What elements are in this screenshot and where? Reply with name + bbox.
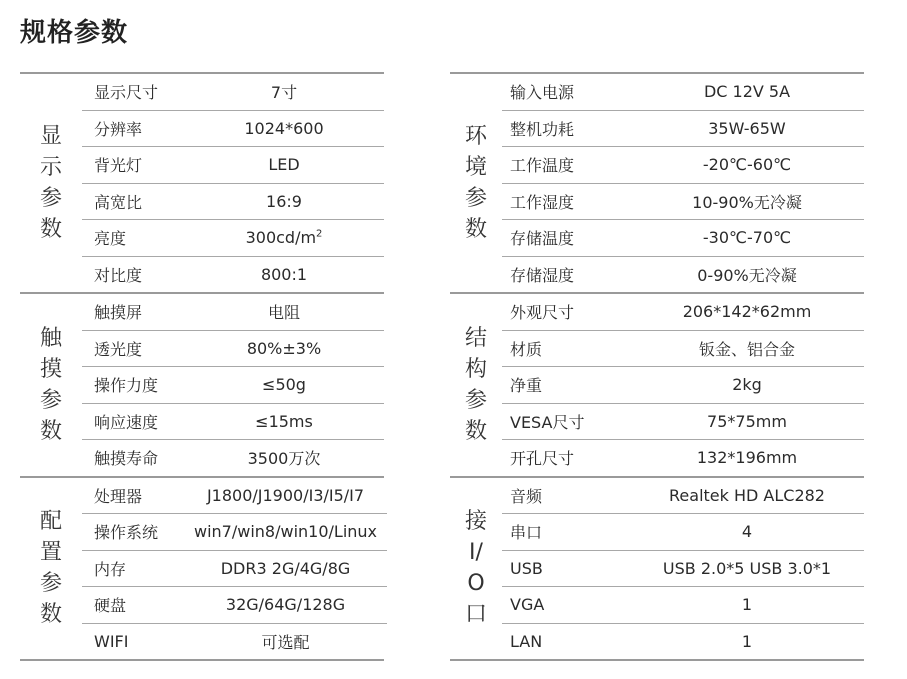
spec-name: 触摸寿命: [94, 449, 159, 469]
group-label: [450, 294, 502, 476]
spec-table-left: [20, 72, 384, 661]
spec-group: [20, 292, 384, 476]
spec-group: [450, 74, 864, 292]
spec-group: [20, 476, 384, 660]
spec-value-text: 1024*600: [244, 118, 324, 138]
spec-name: 存储温度: [510, 229, 575, 249]
spec-row: [502, 74, 864, 110]
spec-value: [640, 302, 864, 321]
spec-name: 分辨率: [94, 119, 143, 139]
spec-name: 触摸屏: [94, 303, 143, 323]
spec-name: 串口: [510, 523, 543, 543]
spec-value: [640, 263, 864, 286]
spec-value-text: 35W-65W: [708, 118, 786, 138]
group-label: [20, 74, 82, 292]
spec-value-text: 300cd/m: [245, 228, 317, 248]
group-label: [450, 478, 502, 660]
spec-value: [640, 522, 864, 541]
spec-value: [194, 595, 387, 614]
spec-name: 处理器: [94, 486, 143, 506]
spec-name: VESA尺寸: [510, 412, 585, 432]
spec-name: 外观尺寸: [510, 303, 575, 323]
spec-value-text: 16:9: [266, 191, 302, 211]
spec-value: [194, 486, 387, 505]
spec-name: 操作系统: [94, 523, 159, 543]
spec-value-text: LED: [268, 155, 300, 175]
spec-row: [82, 183, 384, 220]
spec-value: [194, 630, 387, 653]
spec-rows: [82, 294, 384, 476]
spec-value: [640, 412, 864, 431]
spec-value: [194, 300, 384, 323]
spec-value: [640, 486, 864, 505]
spec-name: 高宽比: [94, 192, 143, 212]
spec-row: [82, 478, 387, 514]
spec-group: [20, 74, 384, 292]
spec-rows: [502, 478, 864, 660]
spec-row: [82, 330, 384, 367]
spec-value-text: 7寸: [270, 83, 298, 103]
spec-name: WIFI: [94, 631, 129, 651]
spec-value-text: 3500万次: [247, 449, 321, 469]
spec-name: 对比度: [94, 265, 143, 285]
spec-table-right: [450, 72, 864, 661]
spec-value-text: 0-90%无冷凝: [697, 265, 797, 285]
spec-value-text: ≤15ms: [255, 411, 313, 431]
spec-value-text: 32G/64G/128G: [225, 595, 346, 615]
spec-name: 透光度: [94, 339, 143, 359]
spec-row: [502, 256, 864, 293]
spec-row: [502, 403, 864, 440]
spec-name: VGA: [510, 595, 545, 615]
spec-row: [502, 294, 864, 330]
spec-value-text: USB 2.0*5 USB 3.0*1: [662, 558, 832, 578]
spec-row: [82, 513, 387, 550]
spec-value: [194, 119, 384, 138]
spec-row: [502, 623, 864, 660]
spec-row: [82, 146, 384, 183]
spec-value: [640, 595, 864, 614]
spec-row: [502, 513, 864, 550]
spec-row: [502, 219, 864, 256]
spec-value: [640, 337, 864, 360]
spec-row: [82, 294, 384, 330]
spec-row: [502, 146, 864, 183]
spec-value-text: 206*142*62mm: [682, 302, 812, 322]
spec-value: [640, 190, 864, 213]
spec-name: 开孔尺寸: [510, 449, 575, 469]
group-label-text: 结构参数: [464, 325, 487, 444]
spec-value-text: 1: [741, 631, 753, 651]
spec-name: 材质: [510, 339, 543, 359]
spec-value-text: -30℃-70℃: [702, 228, 792, 248]
spec-name: 响应速度: [94, 412, 159, 432]
spec-name: 操作力度: [94, 376, 159, 396]
spec-value: [194, 265, 384, 284]
spec-name: 音频: [510, 486, 543, 506]
spec-row: [82, 219, 384, 256]
group-label-text: 配置参数: [39, 509, 62, 628]
spec-value-text: ≤50g: [262, 375, 306, 395]
spec-name: 内存: [94, 559, 127, 579]
spec-value: [194, 155, 384, 174]
spec-row: [82, 439, 384, 476]
spec-value-text: 80%±3%: [246, 338, 322, 358]
spec-row: [502, 110, 864, 147]
spec-value-text: 132*196mm: [696, 448, 798, 468]
spec-value: [640, 559, 864, 578]
spec-value: [194, 228, 384, 247]
spec-name: LAN: [510, 631, 543, 651]
spec-name: 工作湿度: [510, 192, 575, 212]
spec-value: [194, 80, 384, 103]
spec-name: 硬盘: [94, 596, 127, 616]
spec-name: USB: [510, 558, 543, 578]
spec-row: [82, 550, 387, 587]
spec-value: [640, 228, 864, 247]
spec-value-text: Realtek HD ALC282: [669, 485, 825, 505]
group-label-text: 触摸参数: [39, 325, 62, 444]
spec-row: [502, 550, 864, 587]
spec-value: [640, 632, 864, 651]
spec-row: [82, 586, 387, 623]
spec-value-text: 10-90%无冷凝: [692, 192, 802, 212]
spec-name: 净重: [510, 376, 543, 396]
spec-value-text: DDR3 2G/4G/8G: [220, 558, 351, 578]
spec-rows: [502, 294, 864, 476]
spec-value-superscript: 2: [316, 228, 323, 240]
spec-value: [194, 522, 387, 541]
spec-name: 输入电源: [510, 83, 575, 103]
spec-value: [194, 412, 384, 431]
spec-value-text: 可选配: [261, 632, 310, 652]
spec-row: [502, 439, 864, 476]
spec-value: [194, 339, 384, 358]
spec-value: [640, 448, 864, 467]
group-label-text: 接I/O口: [464, 509, 487, 628]
spec-value: [194, 446, 384, 469]
group-label: [450, 74, 502, 292]
group-label: [20, 294, 82, 476]
spec-value-text: 800:1: [260, 264, 308, 284]
spec-name: 显示尺寸: [94, 83, 159, 103]
spec-value-text: 1: [741, 595, 753, 615]
spec-value: [640, 155, 864, 174]
spec-value: [640, 119, 864, 138]
spec-rows: [82, 478, 387, 660]
spec-value-text: J1800/J1900/I3/I5/I7: [206, 485, 365, 505]
spec-row: [502, 586, 864, 623]
spec-value-text: 电阻: [267, 303, 300, 323]
spec-name: 亮度: [94, 229, 127, 249]
spec-rows: [502, 74, 864, 292]
spec-name: 背光灯: [94, 156, 143, 176]
spec-row: [82, 256, 384, 293]
spec-value-text: 4: [741, 522, 753, 542]
spec-value-text: 75*75mm: [707, 411, 787, 431]
spec-row: [82, 403, 384, 440]
spec-value-text: win7/win8/win10/Linux: [194, 522, 378, 542]
spec-name: 整机功耗: [510, 119, 575, 139]
spec-row: [82, 366, 384, 403]
spec-value-text: 2kg: [732, 375, 762, 395]
group-label: [20, 478, 82, 660]
spec-group: [450, 476, 864, 660]
spec-group: [450, 292, 864, 476]
spec-value: [640, 375, 864, 394]
spec-row: [502, 366, 864, 403]
spec-value: [194, 375, 384, 394]
page-title: 规格参数: [20, 18, 129, 48]
spec-row: [502, 330, 864, 367]
spec-row: [502, 183, 864, 220]
spec-row: [82, 110, 384, 147]
group-label-text: 显示参数: [39, 124, 62, 242]
spec-row: [82, 623, 387, 660]
spec-value-text: DC 12V 5A: [703, 82, 791, 102]
group-label-text: 环境参数: [464, 124, 487, 242]
spec-value: [194, 192, 384, 211]
spec-value: [640, 82, 864, 101]
spec-value-text: -20℃-60℃: [702, 155, 792, 175]
spec-name: 工作温度: [510, 156, 575, 176]
spec-value: [194, 559, 387, 578]
spec-row: [502, 478, 864, 514]
spec-value-text: 钣金、铝合金: [698, 339, 795, 359]
spec-name: 存储湿度: [510, 265, 575, 285]
spec-row: [82, 74, 384, 110]
spec-rows: [82, 74, 384, 292]
